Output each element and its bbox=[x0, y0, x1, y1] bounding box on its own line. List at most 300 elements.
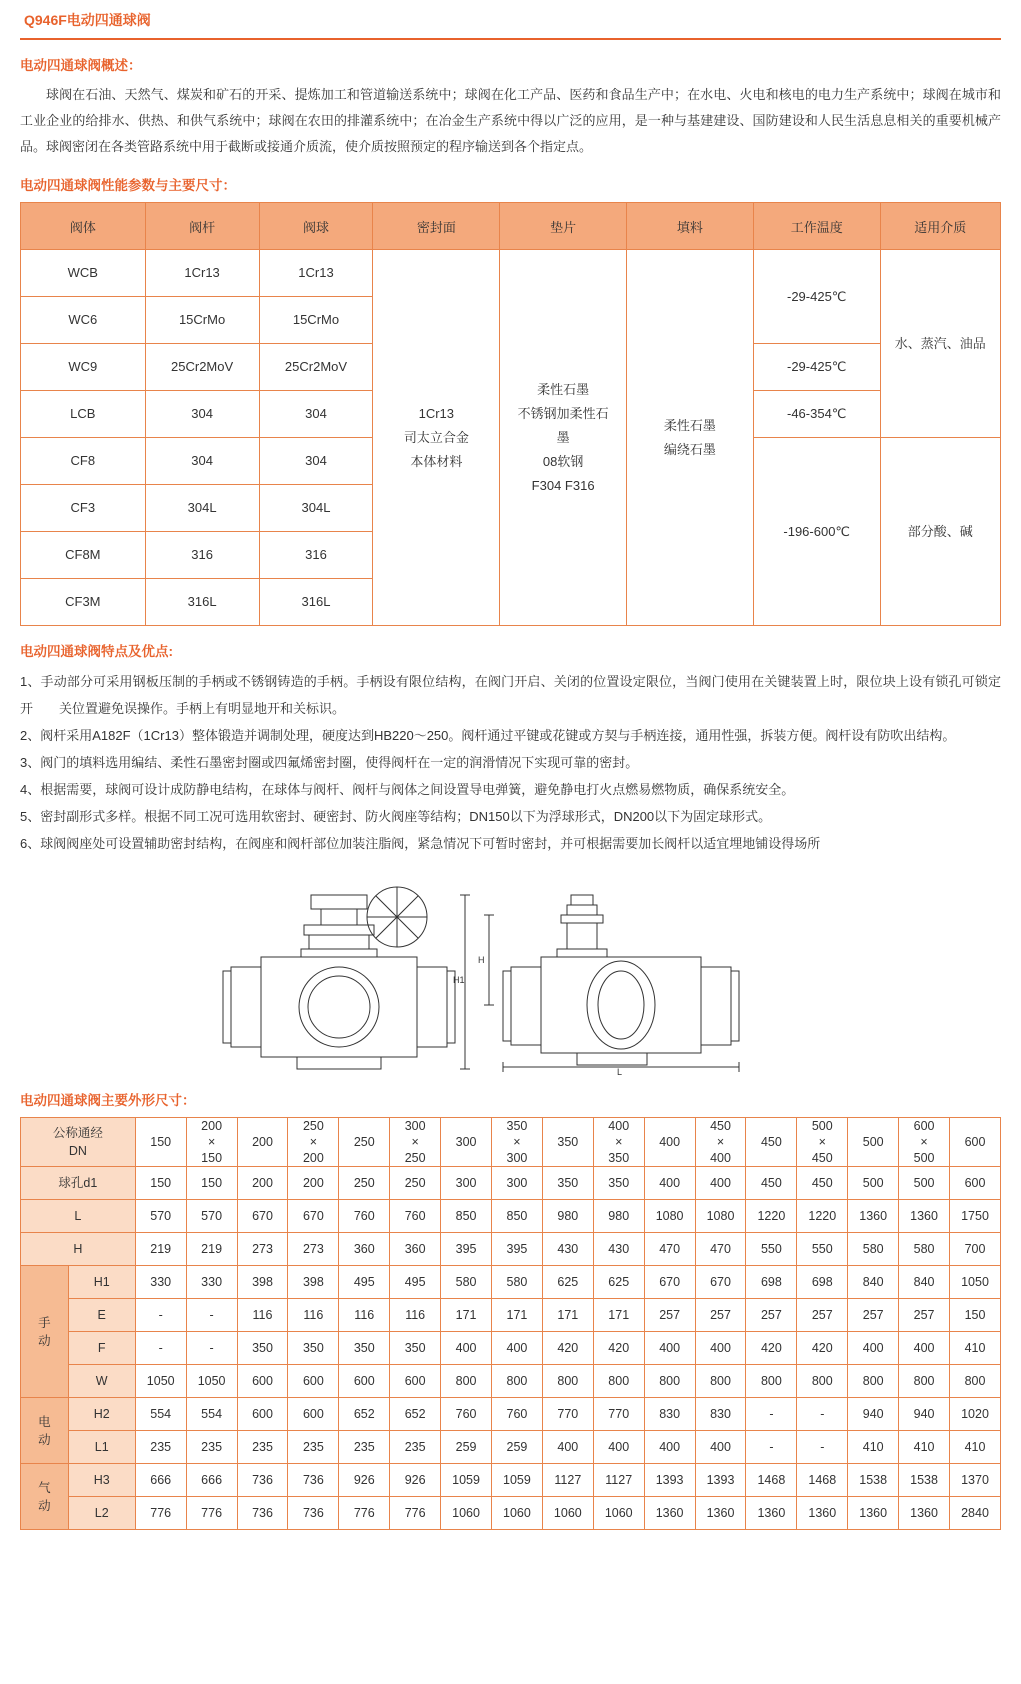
dim-cell: - bbox=[746, 1431, 797, 1464]
page-title-bar bbox=[20, 0, 1001, 40]
col-header-gasket: 垫片 bbox=[500, 203, 627, 250]
dim-cell: 400 bbox=[593, 1431, 644, 1464]
cell-stem: 304 bbox=[145, 438, 259, 485]
dim-cell: 235 bbox=[288, 1431, 339, 1464]
dim-cell: 350 bbox=[237, 1332, 288, 1365]
dim-cell: 200 bbox=[288, 1167, 339, 1200]
cell-body: WCB bbox=[21, 250, 146, 297]
cell-ball: 304 bbox=[259, 438, 373, 485]
dim-cell: 1360 bbox=[644, 1497, 695, 1530]
dim-cell: 698 bbox=[797, 1266, 848, 1299]
col-header-body: 阀体 bbox=[21, 203, 146, 250]
dim-cell: 116 bbox=[339, 1299, 390, 1332]
dim-cell: 652 bbox=[339, 1398, 390, 1431]
dim-cell: 219 bbox=[186, 1233, 237, 1266]
dim-cell: 980 bbox=[593, 1200, 644, 1233]
dim-row-F bbox=[21, 1332, 1001, 1365]
dim-cell: 400 bbox=[848, 1332, 899, 1365]
dim-cell: 2840 bbox=[950, 1497, 1001, 1530]
dim-cell: 410 bbox=[848, 1431, 899, 1464]
dim-cell: 652 bbox=[390, 1398, 441, 1431]
col-header-ball: 阀球 bbox=[259, 203, 373, 250]
dim-cell: 250 bbox=[390, 1167, 441, 1200]
dim-cell: - bbox=[135, 1299, 186, 1332]
cell-temperature-4: -196-600℃ bbox=[753, 438, 880, 626]
overview-heading: 电动四通球阀概述： bbox=[20, 58, 142, 73]
cell-stem: 316 bbox=[145, 532, 259, 579]
dim-cell: 395 bbox=[492, 1233, 543, 1266]
cell-ball: 304L bbox=[259, 485, 373, 532]
dim-cell: 580 bbox=[899, 1233, 950, 1266]
dim-label-h: H bbox=[477, 955, 484, 965]
group-label-manual: 手 动 bbox=[21, 1266, 69, 1398]
sealface-line-1: 1Cr13 bbox=[418, 405, 455, 421]
dim-cell: 395 bbox=[441, 1233, 492, 1266]
dim-cell: 150 bbox=[186, 1167, 237, 1200]
row-label-H3: H3 bbox=[68, 1464, 135, 1497]
dn-cell: 400 × 350 bbox=[593, 1118, 644, 1167]
dim-cell: 257 bbox=[644, 1299, 695, 1332]
dim-cell: 840 bbox=[848, 1266, 899, 1299]
dim-row-W bbox=[21, 1365, 1001, 1398]
valve-drawing-svg bbox=[201, 875, 821, 1075]
dim-cell: 776 bbox=[186, 1497, 237, 1530]
dim-cell: 1538 bbox=[899, 1464, 950, 1497]
dim-cell: 116 bbox=[288, 1299, 339, 1332]
dim-cell: 259 bbox=[441, 1431, 492, 1464]
cell-packing bbox=[627, 250, 754, 626]
row-label-F: F bbox=[68, 1332, 135, 1365]
dim-cell: 1050 bbox=[135, 1365, 186, 1398]
dim-cell: 800 bbox=[644, 1365, 695, 1398]
dim-cell: 330 bbox=[135, 1266, 186, 1299]
dim-cell: 760 bbox=[339, 1200, 390, 1233]
dim-cell: 700 bbox=[950, 1233, 1001, 1266]
dim-cell: 666 bbox=[186, 1464, 237, 1497]
dim-cell: 1360 bbox=[848, 1200, 899, 1233]
dim-cell: 450 bbox=[797, 1167, 848, 1200]
dim-row-L1 bbox=[21, 1431, 1001, 1464]
dim-cell: 350 bbox=[593, 1167, 644, 1200]
col-header-packing: 填料 bbox=[627, 203, 754, 250]
dim-cell: 770 bbox=[542, 1398, 593, 1431]
dim-cell: 1360 bbox=[848, 1497, 899, 1530]
dim-cell: 600 bbox=[288, 1398, 339, 1431]
dim-cell: 1360 bbox=[899, 1497, 950, 1530]
cell-ball: 15CrMo bbox=[259, 297, 373, 344]
dim-cell: 625 bbox=[542, 1266, 593, 1299]
features-heading: 电动四通球阀特点及优点: bbox=[20, 644, 173, 659]
gasket-line-5: F304 F316 bbox=[531, 477, 595, 493]
cell-body: CF3 bbox=[21, 485, 146, 532]
dim-cell: 800 bbox=[441, 1365, 492, 1398]
cell-media-1: 水、蒸汽、油品 bbox=[880, 250, 1000, 438]
dim-row-H1 bbox=[21, 1266, 1001, 1299]
dim-cell: 360 bbox=[339, 1233, 390, 1266]
dim-row-dn bbox=[21, 1118, 1001, 1167]
dim-cell: 400 bbox=[899, 1332, 950, 1365]
gasket-line-4: 08软钢 bbox=[542, 453, 584, 469]
dn-cell: 200 × 150 bbox=[186, 1118, 237, 1167]
group-label-electric: 电 动 bbox=[21, 1398, 69, 1464]
dim-row-H bbox=[21, 1233, 1001, 1266]
cell-temperature-1: -29-425℃ bbox=[753, 250, 880, 344]
dim-cell: 171 bbox=[441, 1299, 492, 1332]
dim-cell: 470 bbox=[695, 1233, 746, 1266]
dim-cell: 776 bbox=[135, 1497, 186, 1530]
row-label-d1: 球孔d1 bbox=[21, 1167, 136, 1200]
cell-stem: 304 bbox=[145, 391, 259, 438]
dim-cell: 1050 bbox=[950, 1266, 1001, 1299]
dim-cell: 235 bbox=[135, 1431, 186, 1464]
dim-cell: 1393 bbox=[644, 1464, 695, 1497]
dim-cell: 1059 bbox=[492, 1464, 543, 1497]
cell-ball: 1Cr13 bbox=[259, 250, 373, 297]
dn-cell: 350 bbox=[542, 1118, 593, 1167]
dim-cell: 1127 bbox=[593, 1464, 644, 1497]
dim-cell: 257 bbox=[899, 1299, 950, 1332]
dn-cell: 450 × 400 bbox=[695, 1118, 746, 1167]
dim-cell: 736 bbox=[288, 1464, 339, 1497]
dim-cell: 800 bbox=[593, 1365, 644, 1398]
dim-cell: - bbox=[186, 1299, 237, 1332]
dim-label-l: L bbox=[616, 1067, 622, 1075]
dim-cell: 400 bbox=[441, 1332, 492, 1365]
feature-item-4: 4、根据需要，球阀可设计成防静电结构，在球体与阀杆、阀杆与阀体之间设置导电弹簧，避免静电打火点燃易燃物质，确保系统安全。 bbox=[20, 782, 795, 797]
dim-cell: 600 bbox=[237, 1365, 288, 1398]
dim-cell: 495 bbox=[339, 1266, 390, 1299]
dim-cell: 776 bbox=[339, 1497, 390, 1530]
cell-ball: 316 bbox=[259, 532, 373, 579]
dim-cell: 830 bbox=[644, 1398, 695, 1431]
cell-body: WC9 bbox=[21, 344, 146, 391]
packing-line-2: 编绕石墨 bbox=[663, 441, 716, 457]
dim-cell: 1060 bbox=[441, 1497, 492, 1530]
spec-table-heading: 电动四通球阀性能参数与主要尺寸： bbox=[20, 178, 236, 193]
cell-ball: 25Cr2MoV bbox=[259, 344, 373, 391]
cell-body: CF8M bbox=[21, 532, 146, 579]
dim-cell: 1020 bbox=[950, 1398, 1001, 1431]
dim-cell: 1360 bbox=[899, 1200, 950, 1233]
dim-row-L2 bbox=[21, 1497, 1001, 1530]
dim-cell: 698 bbox=[746, 1266, 797, 1299]
dim-cell: 625 bbox=[593, 1266, 644, 1299]
cell-stem: 316L bbox=[145, 579, 259, 626]
dn-cell: 450 bbox=[746, 1118, 797, 1167]
dim-cell: - bbox=[746, 1398, 797, 1431]
dim-cell: 800 bbox=[950, 1365, 1001, 1398]
dim-cell: 670 bbox=[644, 1266, 695, 1299]
dim-cell: 800 bbox=[695, 1365, 746, 1398]
dim-cell: 550 bbox=[797, 1233, 848, 1266]
cell-stem: 15CrMo bbox=[145, 297, 259, 344]
dim-cell: 926 bbox=[339, 1464, 390, 1497]
dim-cell: 219 bbox=[135, 1233, 186, 1266]
dim-cell: 800 bbox=[746, 1365, 797, 1398]
dim-cell: 235 bbox=[390, 1431, 441, 1464]
cell-temperature-2: -29-425℃ bbox=[753, 344, 880, 391]
dim-cell: 1059 bbox=[441, 1464, 492, 1497]
row-label-dn-line1: 公称通经 bbox=[52, 1126, 103, 1140]
dim-cell: 495 bbox=[390, 1266, 441, 1299]
dim-cell: - bbox=[797, 1398, 848, 1431]
dn-cell: 300 × 250 bbox=[390, 1118, 441, 1167]
dn-cell: 350 × 300 bbox=[492, 1118, 543, 1167]
packing-line-1: 柔性石墨 bbox=[663, 417, 716, 433]
dim-cell: 800 bbox=[492, 1365, 543, 1398]
dim-cell: 150 bbox=[135, 1167, 186, 1200]
row-label-E: E bbox=[68, 1299, 135, 1332]
col-header-temperature: 工作温度 bbox=[753, 203, 880, 250]
dim-cell: 500 bbox=[899, 1167, 950, 1200]
dim-cell: 1393 bbox=[695, 1464, 746, 1497]
dim-cell: 116 bbox=[390, 1299, 441, 1332]
dim-cell: 840 bbox=[899, 1266, 950, 1299]
dim-cell: 1080 bbox=[644, 1200, 695, 1233]
dim-cell: 940 bbox=[848, 1398, 899, 1431]
cell-media-2: 部分酸、碱 bbox=[880, 438, 1000, 626]
row-label-H1: H1 bbox=[68, 1266, 135, 1299]
feature-item-6: 6、球阀阀座处可设置辅助密封结构，在阀座和阀杆部位加装注脂阀，紧急情况下可暂时密封，并可根据需要加长阀杆以适宜埋地铺设得场所 bbox=[20, 836, 821, 851]
dim-cell: 1080 bbox=[695, 1200, 746, 1233]
gasket-line-2: 不锈钢加柔性石 bbox=[517, 405, 609, 421]
dim-cell: 600 bbox=[237, 1398, 288, 1431]
dim-cell: 800 bbox=[797, 1365, 848, 1398]
dim-cell: 666 bbox=[135, 1464, 186, 1497]
dim-cell: 776 bbox=[390, 1497, 441, 1530]
dim-cell: 259 bbox=[492, 1431, 543, 1464]
col-header-sealface: 密封面 bbox=[373, 203, 500, 250]
dim-cell: 400 bbox=[492, 1332, 543, 1365]
dim-label-h1: H1 bbox=[452, 975, 465, 985]
cell-ball: 316L bbox=[259, 579, 373, 626]
dim-cell: 420 bbox=[746, 1332, 797, 1365]
col-header-stem: 阀杆 bbox=[145, 203, 259, 250]
dn-cell: 400 bbox=[644, 1118, 695, 1167]
dim-cell: 350 bbox=[339, 1332, 390, 1365]
dim-cell: 570 bbox=[186, 1200, 237, 1233]
dim-cell: 580 bbox=[848, 1233, 899, 1266]
dim-cell: 600 bbox=[339, 1365, 390, 1398]
dim-cell: 554 bbox=[186, 1398, 237, 1431]
cell-stem: 25Cr2MoV bbox=[145, 344, 259, 391]
dim-cell: 400 bbox=[644, 1332, 695, 1365]
gasket-line-3: 墨 bbox=[556, 429, 570, 445]
dim-cell: 850 bbox=[492, 1200, 543, 1233]
dim-cell: 420 bbox=[542, 1332, 593, 1365]
dn-cell: 250 × 200 bbox=[288, 1118, 339, 1167]
dim-cell: 1360 bbox=[746, 1497, 797, 1530]
dim-cell: 550 bbox=[746, 1233, 797, 1266]
row-label-H: H bbox=[21, 1233, 136, 1266]
dim-cell: 450 bbox=[746, 1167, 797, 1200]
table-header-row bbox=[21, 203, 1001, 250]
dim-cell: 1750 bbox=[950, 1200, 1001, 1233]
dim-cell: 257 bbox=[848, 1299, 899, 1332]
dim-cell: 1060 bbox=[542, 1497, 593, 1530]
cell-gasket bbox=[500, 250, 627, 626]
dim-cell: 235 bbox=[237, 1431, 288, 1464]
spec-table bbox=[20, 202, 1001, 626]
feature-item-5: 5、密封副形式多样。根据不同工况可选用软密封、硬密封、防火阀座等结构；DN150以下为浮球形式，DN200以下为固定球形式。 bbox=[20, 809, 772, 824]
dn-cell: 500 bbox=[848, 1118, 899, 1167]
page-title: Q946F电动四通球阀 bbox=[24, 12, 151, 28]
dim-cell: 400 bbox=[695, 1167, 746, 1200]
dim-cell: 1060 bbox=[492, 1497, 543, 1530]
dim-cell: 736 bbox=[237, 1464, 288, 1497]
dim-cell: 398 bbox=[288, 1266, 339, 1299]
dim-cell: 670 bbox=[237, 1200, 288, 1233]
row-label-L: L bbox=[21, 1200, 136, 1233]
dim-cell: 171 bbox=[593, 1299, 644, 1332]
cell-body: WC6 bbox=[21, 297, 146, 344]
dim-cell: 800 bbox=[848, 1365, 899, 1398]
dim-cell: 670 bbox=[288, 1200, 339, 1233]
dim-cell: 980 bbox=[542, 1200, 593, 1233]
dim-cell: 400 bbox=[644, 1431, 695, 1464]
dim-cell: 250 bbox=[339, 1167, 390, 1200]
cell-stem: 304L bbox=[145, 485, 259, 532]
dim-row-L bbox=[21, 1200, 1001, 1233]
dim-cell: - bbox=[135, 1332, 186, 1365]
dimension-table bbox=[20, 1117, 1001, 1530]
dim-cell: 150 bbox=[950, 1299, 1001, 1332]
dim-cell: 200 bbox=[237, 1167, 288, 1200]
dim-cell: 350 bbox=[542, 1167, 593, 1200]
dim-cell: 400 bbox=[695, 1332, 746, 1365]
dim-cell: 1220 bbox=[746, 1200, 797, 1233]
dim-cell: 400 bbox=[542, 1431, 593, 1464]
dim-cell: - bbox=[186, 1332, 237, 1365]
dim-cell: 1360 bbox=[695, 1497, 746, 1530]
cell-body: CF3M bbox=[21, 579, 146, 626]
dim-cell: 1050 bbox=[186, 1365, 237, 1398]
dn-cell: 600 bbox=[950, 1118, 1001, 1167]
dim-cell: 398 bbox=[237, 1266, 288, 1299]
dim-cell: 420 bbox=[593, 1332, 644, 1365]
row-label-dn-line2: DN bbox=[68, 1144, 87, 1158]
dim-cell: 330 bbox=[186, 1266, 237, 1299]
dim-cell: 580 bbox=[441, 1266, 492, 1299]
dim-cell: 1360 bbox=[797, 1497, 848, 1530]
table-row bbox=[21, 250, 1001, 297]
dim-cell: 736 bbox=[237, 1497, 288, 1530]
dn-cell: 250 bbox=[339, 1118, 390, 1167]
sealface-line-2: 司太立合金 bbox=[403, 429, 469, 445]
dim-cell: 350 bbox=[390, 1332, 441, 1365]
dim-cell: 1538 bbox=[848, 1464, 899, 1497]
dn-cell: 150 bbox=[135, 1118, 186, 1167]
dim-cell: 736 bbox=[288, 1497, 339, 1530]
dim-cell: 257 bbox=[695, 1299, 746, 1332]
dim-cell: 410 bbox=[950, 1332, 1001, 1365]
dim-cell: 830 bbox=[695, 1398, 746, 1431]
dim-row-H2 bbox=[21, 1398, 1001, 1431]
dim-cell: 410 bbox=[899, 1431, 950, 1464]
feature-item-1: 1、手动部分可采用钢板压制的手柄或不锈钢铸造的手柄。手柄设有限位结构，在阀门开启、关闭的位置设定限位，当阀门使用在关键装置上时，限位块上设有锁孔可锁定开 关位置避免误操作。手柄上有明显地开和关标识。 bbox=[20, 674, 1001, 716]
dim-cell: 760 bbox=[390, 1200, 441, 1233]
cell-sealing-face bbox=[373, 250, 500, 626]
dim-cell: 800 bbox=[542, 1365, 593, 1398]
dim-cell: 1370 bbox=[950, 1464, 1001, 1497]
dim-cell: 1468 bbox=[797, 1464, 848, 1497]
dim-cell: 670 bbox=[695, 1266, 746, 1299]
dim-cell: 1060 bbox=[593, 1497, 644, 1530]
dim-cell: 171 bbox=[492, 1299, 543, 1332]
dim-cell: 430 bbox=[593, 1233, 644, 1266]
dim-cell: 257 bbox=[746, 1299, 797, 1332]
dim-cell: 1468 bbox=[746, 1464, 797, 1497]
dn-cell: 500 × 450 bbox=[797, 1118, 848, 1167]
dim-cell: - bbox=[797, 1431, 848, 1464]
dim-cell: 273 bbox=[288, 1233, 339, 1266]
row-label-dn bbox=[21, 1118, 136, 1167]
dim-table-heading: 电动四通球阀主要外形尺寸： bbox=[20, 1093, 196, 1108]
dim-cell: 760 bbox=[441, 1398, 492, 1431]
sealface-line-3: 本体材料 bbox=[410, 453, 463, 469]
dim-cell: 600 bbox=[288, 1365, 339, 1398]
row-label-W: W bbox=[68, 1365, 135, 1398]
dim-cell: 580 bbox=[492, 1266, 543, 1299]
row-label-H2: H2 bbox=[68, 1398, 135, 1431]
dim-cell: 940 bbox=[899, 1398, 950, 1431]
cell-body: LCB bbox=[21, 391, 146, 438]
cell-ball: 304 bbox=[259, 391, 373, 438]
dim-cell: 171 bbox=[542, 1299, 593, 1332]
row-label-L2: L2 bbox=[68, 1497, 135, 1530]
dim-cell: 235 bbox=[186, 1431, 237, 1464]
dim-cell: 350 bbox=[288, 1332, 339, 1365]
feature-item-3: 3、阀门的填料选用编结、柔性石墨密封圈或四氟烯密封圈，使得阀杆在一定的润滑情况下实现可靠的密封。 bbox=[20, 755, 639, 770]
feature-item-2: 2、阀杆采用A182F（1Cr13）整体锻造并调制处理，硬度达到HB220～250。阀杆通过平键或花键或方契与手柄连接，通用性强，拆装方便。阀杆设有防吹出结构。 bbox=[20, 728, 956, 743]
col-header-media: 适用介质 bbox=[880, 203, 1000, 250]
dim-cell: 500 bbox=[848, 1167, 899, 1200]
dim-cell: 273 bbox=[237, 1233, 288, 1266]
dim-cell: 116 bbox=[237, 1299, 288, 1332]
dim-cell: 800 bbox=[899, 1365, 950, 1398]
dn-cell: 200 bbox=[237, 1118, 288, 1167]
cell-stem: 1Cr13 bbox=[145, 250, 259, 297]
dim-cell: 410 bbox=[950, 1431, 1001, 1464]
dim-row-E bbox=[21, 1299, 1001, 1332]
dim-cell: 300 bbox=[492, 1167, 543, 1200]
dim-cell: 360 bbox=[390, 1233, 441, 1266]
cell-temperature-3: -46-354℃ bbox=[753, 391, 880, 438]
dim-cell: 760 bbox=[492, 1398, 543, 1431]
dim-cell: 1220 bbox=[797, 1200, 848, 1233]
dim-cell: 300 bbox=[441, 1167, 492, 1200]
valve-drawing-figure bbox=[20, 875, 1001, 1075]
row-label-L1: L1 bbox=[68, 1431, 135, 1464]
dim-cell: 400 bbox=[644, 1167, 695, 1200]
dim-cell: 470 bbox=[644, 1233, 695, 1266]
dim-cell: 770 bbox=[593, 1398, 644, 1431]
dim-cell: 926 bbox=[390, 1464, 441, 1497]
dim-cell: 600 bbox=[950, 1167, 1001, 1200]
overview-paragraph: 球阀在石油、天然气、煤炭和矿石的开采、提炼加工和管道输送系统中；球阀在化工产品、医药和食品生产中；在水电、火电和核电的电力生产系统中；球阀在城市和工业企业的给排水、供热、和供气系统中；球阀在农田的排灌系统中；在冶金生产系统中得以广泛的应用，是一种与基建建设、国防建设和人民生活息息相关的重要机械产品。球阀密闭在各类管路系统中用于截断或接通介质流，使介质按照预定的程序输送到各个指定点。 bbox=[20, 87, 1001, 154]
dim-cell: 850 bbox=[441, 1200, 492, 1233]
dim-cell: 1127 bbox=[542, 1464, 593, 1497]
dim-cell: 570 bbox=[135, 1200, 186, 1233]
dim-cell: 554 bbox=[135, 1398, 186, 1431]
dn-cell: 600 × 500 bbox=[899, 1118, 950, 1167]
gasket-line-1: 柔性石墨 bbox=[537, 381, 590, 397]
dim-cell: 600 bbox=[390, 1365, 441, 1398]
dim-cell: 257 bbox=[797, 1299, 848, 1332]
dn-cell: 300 bbox=[441, 1118, 492, 1167]
dim-row-H3 bbox=[21, 1464, 1001, 1497]
cell-body: CF8 bbox=[21, 438, 146, 485]
